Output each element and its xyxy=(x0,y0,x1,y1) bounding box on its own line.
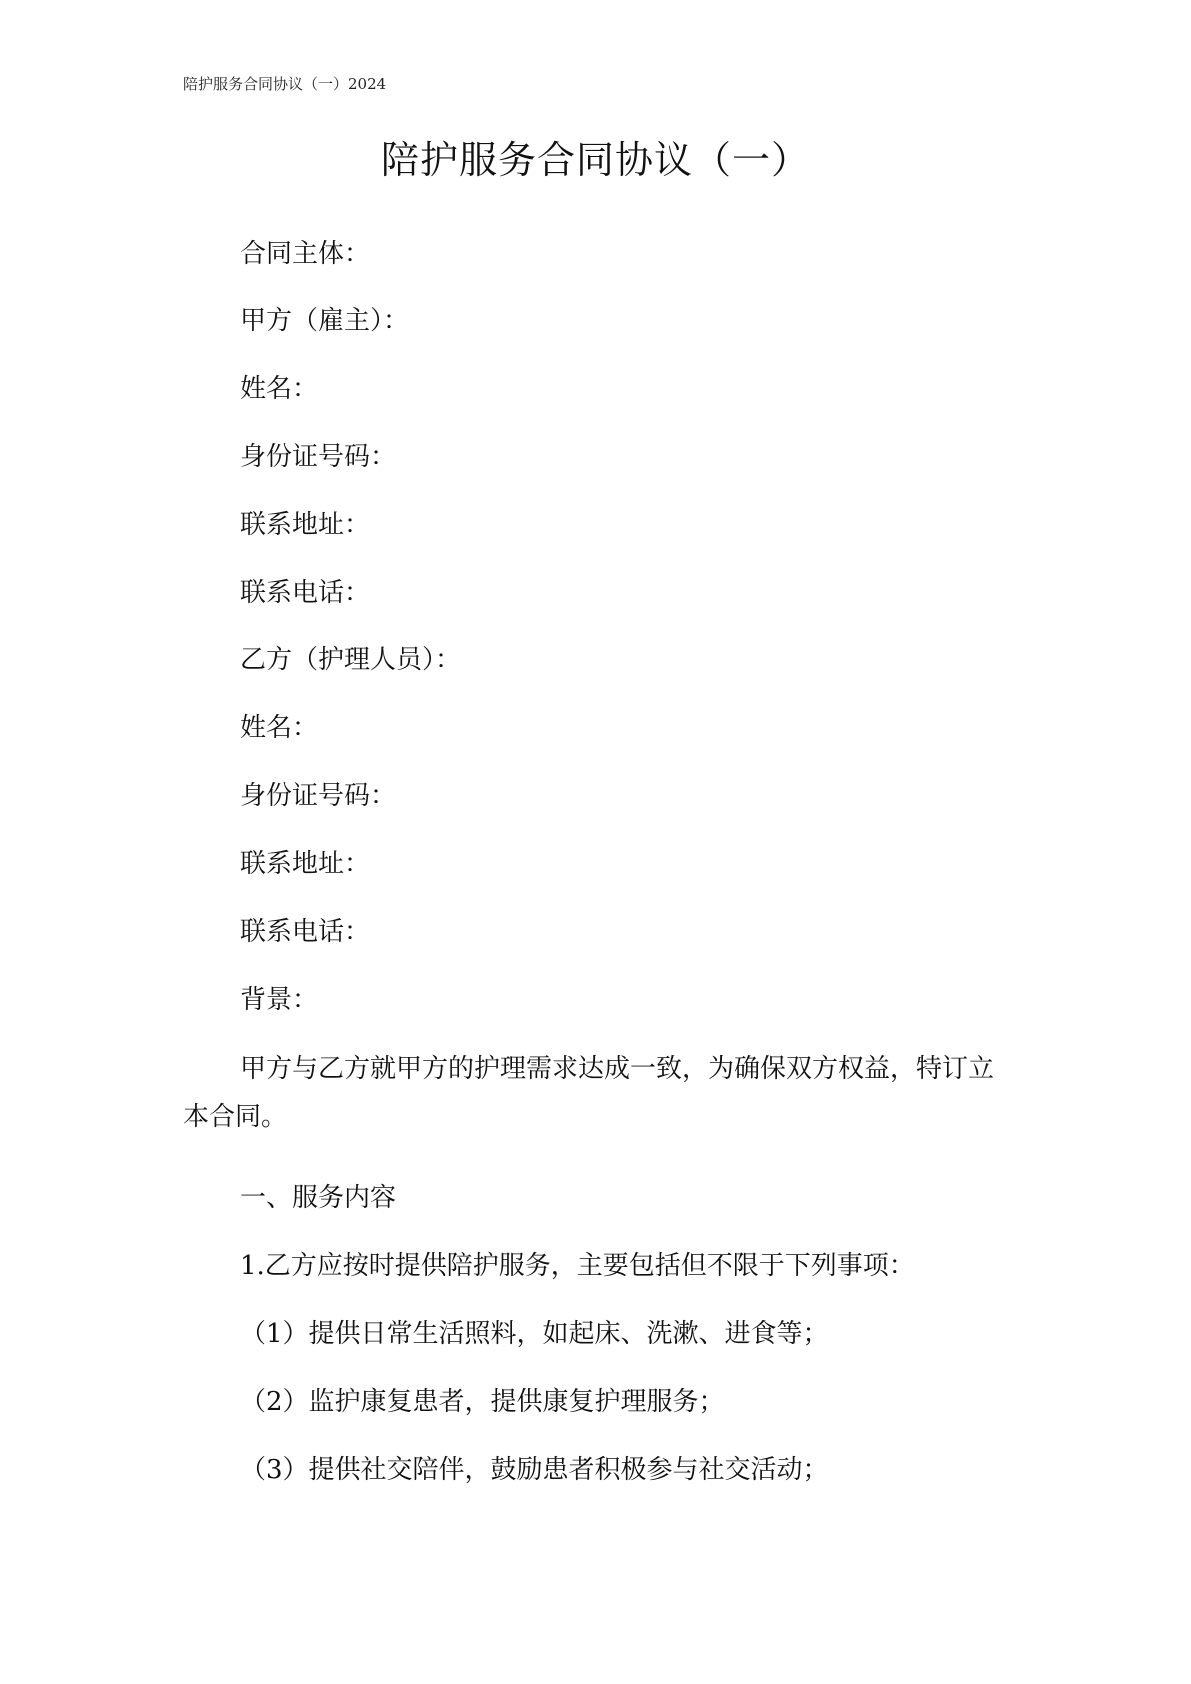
contract-subject-label: 合同主体： xyxy=(240,239,371,269)
party-b-id-label: 身份证号码： xyxy=(240,781,397,811)
party-a-address-label: 联系地址： xyxy=(240,510,371,540)
party-b-phone-label: 联系电话： xyxy=(240,917,371,947)
party-b-name-label: 姓名： xyxy=(240,713,319,743)
party-a-heading: 甲方（雇主）： xyxy=(240,306,410,336)
party-b-heading: 乙方（护理人员）： xyxy=(240,645,462,675)
section-1-heading: 一、服务内容 xyxy=(240,1183,397,1213)
background-paragraph: 甲方与乙方就甲方的护理需求达成一致，为确保双方权益，特订立本合同。 xyxy=(183,1054,995,1132)
document-title: 陪护服务合同协议（一） xyxy=(380,138,810,182)
background-label: 背景： xyxy=(240,985,319,1015)
party-b-address-label: 联系地址： xyxy=(240,849,371,879)
section-1-item-1: 1.乙方应按时提供陪护服务，主要包括但不限于下列事项： xyxy=(240,1251,915,1281)
section-1-subitem-2: （2）监护康复患者，提供康复护理服务； xyxy=(240,1387,725,1417)
running-header: 陪护服务合同协议（一）2024 xyxy=(183,75,387,93)
section-1-subitem-3: （3）提供社交陪伴，鼓励患者积极参与社交活动； xyxy=(240,1455,829,1485)
party-a-phone-label: 联系电话： xyxy=(240,578,371,608)
section-1-subitem-1: （1）提供日常生活照料，如起床、洗漱、进食等； xyxy=(240,1319,829,1349)
party-a-id-label: 身份证号码： xyxy=(240,442,397,472)
party-a-name-label: 姓名： xyxy=(240,374,319,404)
